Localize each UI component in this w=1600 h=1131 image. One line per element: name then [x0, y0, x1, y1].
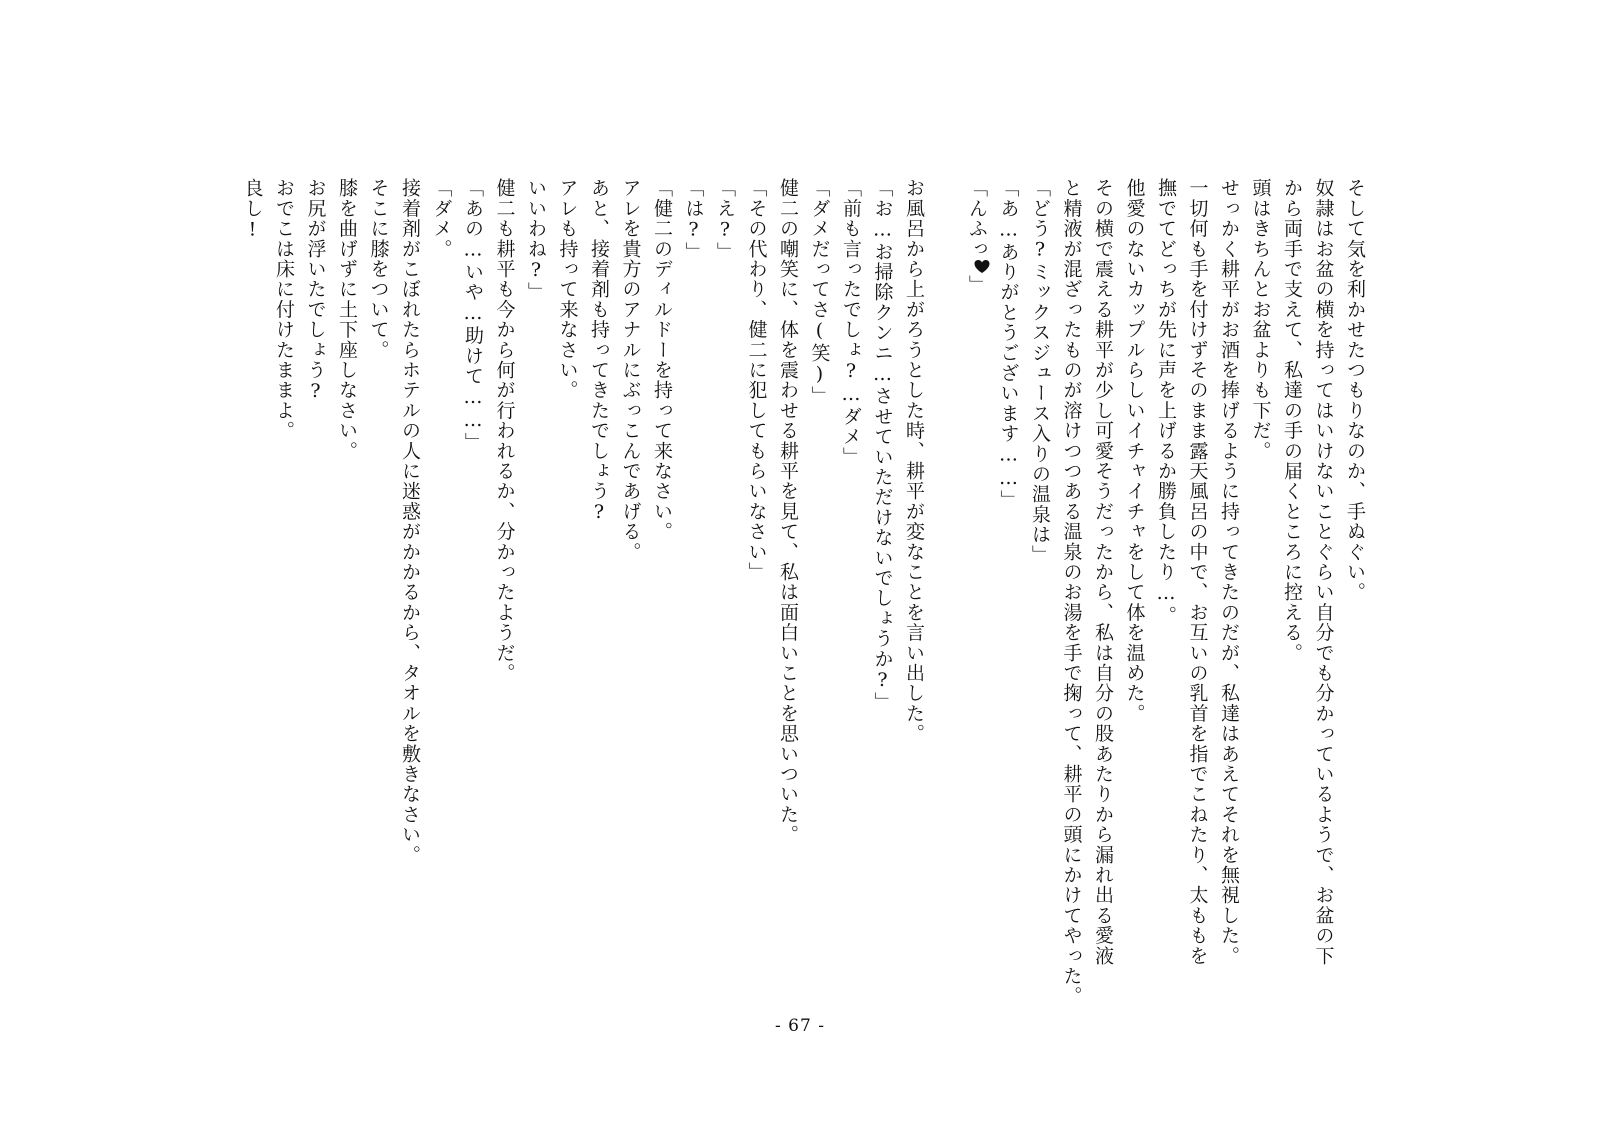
text-line: 「前も言ったでしょ?…ダメ」 [840, 178, 862, 467]
text-line: 一切何も手を付けずそのまま露天風呂の中で、お互いの乳首を指でこねたり、太ももを [1186, 178, 1209, 966]
text-line: お尻が浮いたでしょう? [304, 178, 327, 404]
text-line: 健二も耕平も今から何が行われるか、分かったようだ。 [493, 178, 516, 683]
text-line: そして気を利かせたつもりなのか、手ぬぐい。 [1344, 178, 1366, 603]
text-line: アレも持って来なさい。 [556, 178, 579, 401]
text-line: と精液が混ざったものが溶けつつある温泉のお湯を手で掬って、耕平の頭にかけてやった。 [1060, 178, 1083, 1007]
text-line: 「お…お掃除クンニ…させていただけないでしょうか?」 [871, 178, 894, 713]
text-line: おでこは床に付けたままよ。 [273, 178, 295, 441]
text-line: 良し! [241, 178, 264, 242]
text-line: その横で震える耕平が少し可愛そうだったから、私は自分の股あたりから漏れ出る愛液 [1092, 178, 1114, 966]
text-line: 「その代わり、健二に犯してもらいなさい」 [745, 178, 768, 582]
vertical-text-body [236, 178, 1370, 1007]
text-line: アレを貴方のアナルにぶっこんであげる。 [619, 178, 642, 562]
text-line-with-heart [961, 178, 993, 978]
text-line: 他愛のないカップルらしいイチャイチャをして体を温めた。 [1123, 178, 1146, 724]
text-line: 「あ…ありがとうございます……」 [997, 178, 1020, 511]
page-number: - 67 - [775, 1016, 825, 1036]
text-line: 健二の嘲笑に、体を震わせる耕平を見て、私は面白いことを思いついた。 [777, 178, 799, 845]
text-line: 頭はきちんとお盆よりも下だ。 [1249, 178, 1272, 461]
blank-line [929, 178, 961, 978]
text-line: お風呂から上がろうとした時、耕平が変なことを言い出した。 [903, 178, 925, 744]
text-line: 接着剤がこぼれたらホテルの人に迷惑がかかるから、タオルを敷きなさい。 [399, 178, 421, 865]
text-line: 「ダメだってさ(笑)」 [808, 178, 831, 407]
text-line: あと、接着剤も持ってきたでしょう? [588, 178, 610, 525]
text-line: 膝を曲げずに土下座しなさい。 [336, 178, 358, 461]
text-line: 「ダメ。 [430, 178, 453, 259]
text-line: 奴隷はお盆の横を持ってはいけないことぐらい自分でも分かっているようで、お盆の下 [1312, 178, 1335, 966]
text-line: 「健二のディルドーを持って来なさい。 [651, 178, 673, 542]
text-line: そこに膝をついて。 [367, 178, 390, 360]
text-line: 「あの…いや…助けて……」 [462, 178, 484, 453]
text-line: から両手で支えて、私達の手の届くところに控える。 [1281, 178, 1303, 663]
text-line: 「え?」 [714, 178, 736, 262]
heart-icon [974, 259, 990, 275]
text-line: いいわね?」 [525, 178, 547, 303]
text-line-start: 「んふっ [966, 178, 988, 259]
text-line: せっかく耕平がお酒を捧げるように持ってきたのだが、私達はあえてそれを無視した。 [1218, 178, 1240, 966]
text-line-end: 」 [966, 274, 988, 296]
text-line: 「は?」 [682, 178, 705, 262]
text-line: 撫でてどっちが先に声を上げるか勝負したり…。 [1155, 178, 1177, 626]
text-line: 「どう?ミックスジュース入りの温泉は」 [1029, 178, 1051, 565]
